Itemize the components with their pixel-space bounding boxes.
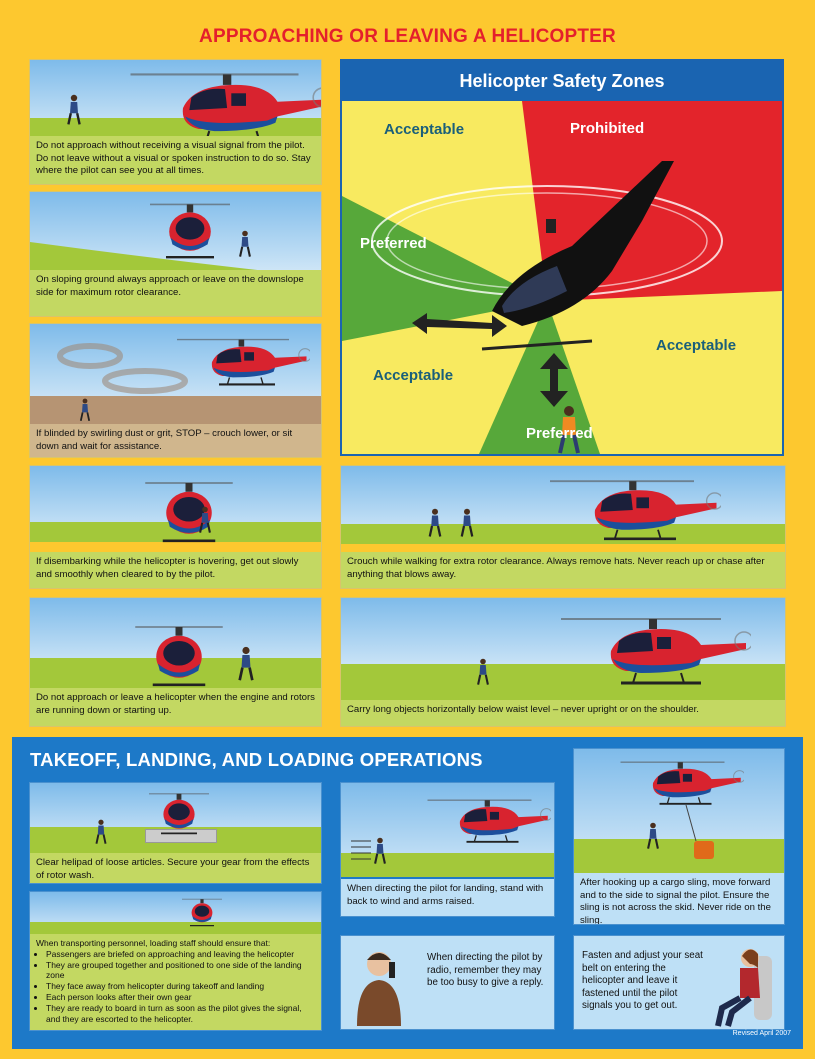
cargo-caption: After hooking up a cargo sling, move forward and to the side to signal the pilot. Ensure the sling is not across the skid. Never ride on the sling. [574,873,784,924]
helicopter-illustration [421,793,551,849]
operations-section [12,737,803,1049]
wide-caption-1: Crouch while walking for extra rotor clearance. Always remove hats. Never reach up or chase after anything that blows away. [341,552,785,588]
dust-cloud-illustration [50,336,190,406]
radio-panel [340,935,555,1030]
label-prohibited: Prohibited [570,120,645,137]
helicopter-illustration [144,476,234,546]
helicopter-illustration [551,610,751,692]
radio-operator-illustration [351,946,407,1026]
wide-panel-2 [340,597,786,727]
person-illustration [236,646,256,682]
list-item: • They are grouped together and positioned to one side of the landing zone [46,960,315,982]
person-illustration [238,230,252,258]
safety-zones-diagram [340,59,784,456]
list-item: • They are ready to board in turn as soon as the pilot gives the signal, and they are escorted to the helicopter. [46,1003,315,1025]
helicopter-illustration [134,620,224,690]
list-item: • They face away from helicopter during takeoff and landing [46,981,315,992]
approach-caption-3: If blinded by swirling dust or grit, STOP – crouch lower, or sit down and wait for assistance. [30,424,321,457]
transport-box [30,934,321,1030]
approach-panel-1 [29,59,322,185]
helicopter-illustration [614,755,744,811]
seatbelt-panel [573,935,785,1030]
label-preferred-bottom: Preferred [526,425,593,442]
cargo-sling-illustration [682,805,722,869]
person-illustration [78,398,92,422]
approach-panel-3 [29,323,322,458]
approach-panel-2 [29,191,322,317]
approach-panel-4 [29,465,322,589]
helipad-panel [29,782,322,884]
person-illustration [427,508,443,538]
approach-caption-5: Do not approach or leave a helicopter when the engine and rotors are running down or starting up. [30,688,321,726]
radio-icon [389,962,395,978]
radio-caption: When directing the pilot by radio, remember they may be too busy to give a reply. [427,952,547,990]
approach-caption-4: If disembarking while the helicopter is hovering, get out slowly and smoothly when cleared to by the pilot. [30,552,321,588]
person-illustration [475,658,491,686]
safety-zones-title: Helicopter Safety Zones [342,61,782,101]
cargo-panel [573,748,785,925]
main-title: APPROACHING OR LEAVING A HELICOPTER [199,26,616,47]
person-illustration [94,819,108,845]
transport-list [36,949,315,1025]
zones-wedges [342,101,782,454]
operations-title: TAKEOFF, LANDING, AND LOADING OPERATIONS [30,749,483,770]
approach-caption-2: On sloping ground always approach or leave on the downslope side for maximum rotor clearance. [30,270,321,316]
helicopter-illustration [182,896,222,928]
label-preferred-left: Preferred [360,235,427,252]
list-item: • Each person looks after their own gear [46,992,315,1003]
landing-caption: When directing the pilot for landing, stand with back to wind and arms raised. [341,879,554,916]
wide-panel-1 [340,465,786,589]
helicopter-illustration [146,789,212,837]
label-acceptable-right: Acceptable [656,337,737,354]
transport-intro: When transporting personnel, loading staff should ensure that: [36,938,271,948]
person-illustration [459,508,475,538]
label-acceptable-top: Acceptable [384,121,465,138]
person-illustration [373,837,387,865]
person-illustration [198,506,212,534]
helicopter-illustration [150,198,230,262]
seatbelt-caption: Fasten and adjust your seat belt on entering the helicopter and leave it fastened until the pilot signals you to get out. [582,950,710,1013]
list-item: • Passengers are briefed on approaching and leaving the helicopter [46,949,315,960]
revised-date: Revised April 2007 [732,1030,791,1037]
transport-panel [29,891,322,1031]
approach-caption-1: Do not approach without receiving a visual signal from the pilot. Do not leave without a visual or spoken instruction to do so. Stay where the pilot can see you at all times. [30,136,321,184]
helicopter-illustration [541,474,721,546]
person-illustration [66,94,82,126]
approach-panel-5 [29,597,322,727]
label-acceptable-left: Acceptable [373,367,454,384]
landing-panel [340,782,555,917]
helicopter-illustration [170,332,310,392]
wide-caption-2: Carry long objects horizontally below waist level – never upright or on the shoulder. [341,700,785,726]
person-illustration [646,821,660,851]
seated-passenger-illustration [710,942,782,1028]
helipad-caption: Clear helipad of loose articles. Secure your gear from the effects of rotor wash. [30,853,321,883]
